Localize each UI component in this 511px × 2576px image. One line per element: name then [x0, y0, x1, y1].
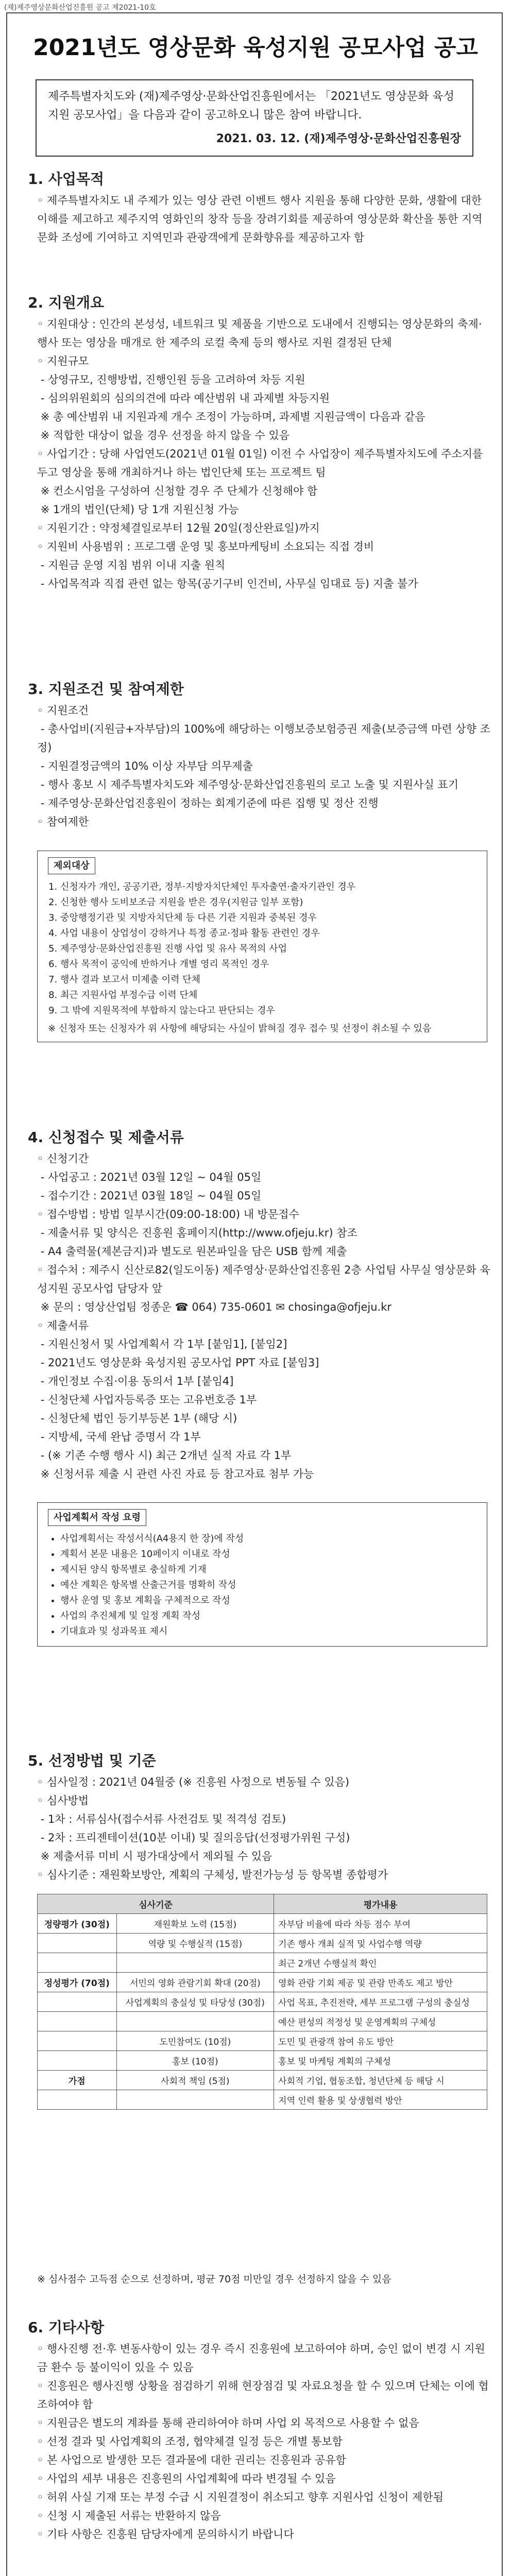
criteria-detail-header: 평가내용 — [274, 1894, 487, 1914]
table-cell: 사업 목표, 추진전략, 세부 프로그램 구성의 충실성 — [274, 1992, 487, 2012]
section-2-title: 2. 지원개요 — [28, 294, 105, 311]
text-line: ◦ 사업기간 : 당해 사업연도(2021년 01월 01일) 이전 수 사업장이 제주특별자치도에 주소지를 두고 영상을 통해 개최하거나 하는 법인단체 또는 프로젝트 팀 — [37, 448, 486, 479]
plan-guide-box — [37, 1502, 487, 1647]
text-line: ※ 1개의 법인(단체) 당 1개 지원신청 가능 — [37, 503, 239, 516]
text-line: ◦ 신청기간 — [37, 1153, 89, 1165]
text-line: ◦ 진흥원은 행사진행 상황을 점검하기 위해 현장점검 및 자료요청을 할 수 있으며 단체는 이에 협조하여야 함 — [37, 2380, 489, 2411]
table-cell — [116, 2012, 274, 2031]
table-row — [38, 2090, 487, 2110]
section-3-body — [37, 701, 490, 831]
text-line: - 상영규모, 진행방법, 진행인원 등을 고려하여 차등 지원 — [37, 374, 305, 386]
table-cell: 가점 — [38, 2071, 117, 2090]
text-line: ※ 신청서류 제출 시 관련 사진 자료 등 참고자료 첨부 가능 — [37, 1468, 314, 1480]
text-line: ※ 컨소시엄을 구성하여 신청할 경우 주 단체가 신청해야 함 — [37, 485, 318, 497]
list-item: • 사업의 추진체계 및 일정 계획 작성 — [60, 1609, 476, 1623]
table-cell — [38, 2012, 117, 2031]
section-1-title: 1. 사업목적 — [28, 171, 105, 188]
list-item: 1. 신청자가 개인, 공공기관, 정부·지방자치단체인 투자출연·출자기관인 경우 — [60, 880, 476, 894]
list-item: 6. 행사 목적이 공익에 반하거나 개별 영리 목적인 경우 — [60, 957, 476, 971]
table-row — [38, 2071, 487, 2090]
text-line: ◦ 지원금은 별도의 계좌를 통해 관리하여야 하며 사업 외 목적으로 사용할 수 없음 — [37, 2417, 419, 2429]
text-line: ◦ 행사진행 전·후 변동사항이 있는 경우 즉시 진흥원에 보고하여야 하며, 승인 없이 변경 시 지원금 환수 등 불이익이 있을 수 있음 — [37, 2343, 485, 2374]
section-4-title: 4. 신청접수 및 제출서류 — [28, 1129, 184, 1146]
plan-guide-title: 사업계획서 작성 요령 — [48, 1509, 146, 1526]
text-line: - 2차 : 프리젠테이션(10분 이내) 및 질의응답(선정평가위원 구성) — [37, 1832, 350, 1844]
text-line: - 제주영상·문화산업진흥원이 정하는 회계기준에 따른 집행 및 정산 진행 — [37, 797, 379, 809]
table-row — [38, 1934, 487, 1953]
text-line: ◦ 본 사업으로 발생한 모든 결과물에 대한 권리는 진흥원과 공유함 — [37, 2454, 346, 2466]
text-line: ※ 적합한 대상이 없을 경우 선정을 하지 않을 수 있음 — [37, 429, 290, 442]
text-line: ◦ 허위 사실 기재 또는 부정 수급 시 지원결정이 취소되고 향후 지원사업 신청이 제한됨 — [37, 2491, 444, 2503]
table-row — [38, 2051, 487, 2071]
text-line: ◦ 사업의 세부 내용은 진흥원의 사업계획에 따라 변경될 수 있음 — [37, 2472, 336, 2485]
table-cell: 서민의 영화 관람기회 확대 (20점) — [116, 1973, 274, 1992]
section-5-body — [37, 1773, 490, 1884]
text-line: ◦ 선정 결과 및 사업계획의 조정, 협약체결 일정 등은 개별 통보함 — [37, 2435, 343, 2448]
table-cell — [38, 1934, 117, 1953]
text-line: - 접수기간 : 2021년 03월 18일 ~ 04월 05일 — [37, 1190, 262, 1202]
text-line: ◦ 접수처 : 제주시 신산로82(일도이동) 제주영상·문화산업진흥원 2층 사업팀 사무실 영상문화 육성지원 공모사업 담당자 앞 — [37, 1264, 490, 1295]
table-cell: 기존 행사 개최 실적 및 사업수행 역량 — [274, 1934, 487, 1953]
text-line: - 심의위원회의 심의의견에 따라 예산범위 내 과제별 차등지원 — [37, 392, 330, 404]
list-item: • 계획서 본문 내용은 10페이지 이내로 작성 — [60, 1547, 476, 1561]
text-line: - (※ 기존 수행 행사 시) 최근 2개년 실적 자료 각 1부 — [37, 1449, 292, 1462]
text-line: ◦ 지원규모 — [37, 355, 89, 367]
table-cell: 사회적 책임 (5점) — [116, 2071, 274, 2090]
text-line: - 사업공고 : 2021년 03월 12일 ~ 04월 05일 — [37, 1171, 262, 1183]
list-item: • 기대효과 및 성과목표 제시 — [60, 1624, 476, 1638]
text-line: - 행사 홍보 시 제주특별자치도와 제주영상·문화산업진흥원의 로고 노출 및 지원사실 표기 — [37, 778, 458, 791]
table-cell: 역량 및 수행실적 (15점) — [116, 1934, 274, 1953]
table-cell: 지역 인력 활용 및 상생협력 방안 — [274, 2090, 487, 2110]
list-item: • 예산 계획은 항목별 산출근거를 명확히 작성 — [60, 1578, 476, 1592]
table-row — [38, 1973, 487, 1992]
text-line: ※ 제출서류 미비 시 평가대상에서 제외될 수 있음 — [37, 1850, 272, 1862]
table-row — [38, 2031, 487, 2051]
text-line: ◦ 지원비 사용범위 : 프로그램 운영 및 홍보마케팅비 소요되는 직접 경비 — [37, 540, 374, 553]
text-line: - 사업목적과 직접 관련 없는 항목(공기구비 인건비, 사무실 임대료 등) 지출 불가 — [37, 578, 418, 590]
exclusion-box — [37, 851, 487, 1042]
list-item: 8. 최근 지원사업 부정수급 이력 단체 — [60, 988, 476, 1002]
exclusion-note: ※ 신청자 또는 신청자가 위 사항에 해당되는 사실이 밝혀질 경우 접수 및 선정이 취소될 수 있음 — [48, 1023, 432, 1034]
text-line: - 지방세, 국세 완납 증명서 각 1부 — [37, 1431, 201, 1443]
text-line: ◦ 접수방법 : 방법 일부시간(09:00-18:00) 내 방문접수 — [37, 1208, 299, 1221]
text-line: ◦ 기타 사항은 진흥원 담당자에게 문의하시기 바랍니다 — [37, 2528, 294, 2540]
table-cell: 자부담 비율에 따라 차등 점수 부여 — [274, 1914, 487, 1934]
text-line: ◦ 심사방법 — [37, 1794, 89, 1807]
list-item: • 사업계획서는 작성서식(A4용지 한 장)에 작성 — [60, 1532, 476, 1546]
list-item: 3. 중앙행정기관 및 지방자치단체 등 다른 기관 지원과 중복된 경우 — [60, 911, 476, 925]
table-cell — [116, 2090, 274, 2110]
text-line: - 신청단체 사업자등록증 또는 고유번호증 1부 — [37, 1394, 257, 1406]
list-item: 2. 신청한 행사 도비보조금 지원을 받은 경우(지원금 일부 포함) — [60, 895, 476, 909]
table-cell: 홍보 및 마케팅 계획의 구체성 — [274, 2051, 487, 2071]
text-line: - 지원결정금액의 10% 이상 자부담 의무제출 — [37, 760, 253, 772]
plan-guide-list — [48, 1532, 476, 1638]
notice-body: 제주특별자치도와 (재)제주영상·문화산업진흥원에서는 「2021년도 영상문화 육성지원 공모사업」을 다음과 같이 공고하오니 많은 참여 바랍니다. — [48, 90, 454, 122]
table-cell: 예산 편성의 적정성 및 운영계획의 구체성 — [274, 2012, 487, 2031]
table-cell — [38, 2051, 117, 2071]
table-cell: 최근 2개년 수행실적 확인 — [274, 1953, 487, 1973]
table-cell: 사업계획의 충실성 및 타당성 (30점) — [116, 1992, 274, 2012]
table-row — [38, 1992, 487, 2012]
exclusion-list — [48, 880, 476, 1018]
table-cell: 영화 관람 기회 제공 및 관람 만족도 제고 방안 — [274, 1973, 487, 1992]
text-line: - 신청단체 법인 등기부등본 1부 (해당 시) — [37, 1412, 237, 1425]
section-2-body — [37, 315, 490, 593]
document-id: (재)제주영상문화산업진흥원 공고 제2021-10호 — [4, 4, 156, 12]
section-6-title: 6. 기타사항 — [28, 2319, 105, 2336]
criteria-table — [37, 1894, 487, 2110]
text-line: ◦ 지원기간 : 약정체결일로부터 12월 20일(정산완료일)까지 — [37, 522, 320, 534]
list-item: 9. 그 밖에 지원목적에 부합하지 않는다고 판단되는 경우 — [60, 1004, 476, 1018]
text-line: ◦ 심사일정 : 2021년 04월중 (※ 진흥원 사정으로 변동될 수 있음) — [37, 1776, 350, 1788]
text-line: - A4 출력물(제본금지)과 별도로 원본파일을 담은 USB 함께 제출 — [37, 1245, 347, 1258]
text-line: ◦ 지원조건 — [37, 704, 89, 717]
text-line: - 1차 : 서류심사(접수서류 사전검토 및 적격성 검토) — [37, 1813, 286, 1825]
page-title: 2021년도 영상문화 육성지원 공모사업 공고 — [33, 35, 478, 61]
notice-date: 2021. 03. 12. (재)제주영상·문화산업진흥원장 — [216, 132, 461, 145]
table-cell — [38, 2031, 117, 2051]
text-line: - 총사업비(지원금+자부담)의 100%에 해당하는 이행보증보험증권 제출(보증금액 마련 상향 조정) — [37, 723, 490, 754]
text-line: - 지원금 운영 지침 범위 이내 지출 원칙 — [37, 559, 226, 571]
criteria-rows — [38, 1914, 487, 2110]
table-cell: 재원확보 노력 (15점) — [116, 1914, 274, 1934]
text-line: ※ 문의 : 영상산업팀 정종운 ☎ 064) 735-0601 ✉ chosinga@ofjeju.kr — [37, 1301, 392, 1313]
text-line: ◦ 참여제한 — [37, 816, 89, 828]
table-cell: 도민참여도 (10점) — [116, 2031, 274, 2051]
table-cell: 사회적 기업, 협동조합, 청년단체 등 해당 시 — [274, 2071, 487, 2090]
section-6-body — [37, 2340, 490, 2544]
section-5-title: 5. 선정방법 및 기준 — [28, 1752, 156, 1769]
table-cell: 도민 및 관광객 참여 유도 방안 — [274, 2031, 487, 2051]
list-item: 7. 행사 결과 보고서 미제출 이력 단체 — [60, 973, 476, 987]
table-cell — [38, 2090, 117, 2110]
text-line: ※ 총 예산범위 내 지원과제 개수 조정이 가능하며, 과제별 지원금액이 다음과 같음 — [37, 411, 425, 423]
list-item: 5. 제주영상·문화산업진흥원 진행 사업 및 유사 목적의 사업 — [60, 942, 476, 956]
table-cell — [116, 1953, 274, 1973]
text-line: ◦ 심사기준 : 재원확보방안, 계획의 구체성, 발전가능성 등 항목별 종합평가 — [37, 1869, 388, 1881]
table-cell: 정성평가 (70점) — [38, 1973, 117, 1992]
text-line: - 제출서류 및 양식은 진흥원 홈페이지(http://www.ofjeju.kr) 참조 — [37, 1227, 357, 1239]
document-frame — [6, 12, 503, 2576]
criteria-note: ※ 심사점수 고득점 순으로 선정하며, 평균 70점 미만일 경우 선정하지 않을 수 있음 — [37, 2274, 391, 2285]
exclusion-box-title: 제외대상 — [48, 857, 95, 874]
table-row — [38, 1953, 487, 1973]
text-line: - 지원신청서 및 사업계획서 각 1부 [붙임1], [붙임2] — [37, 1338, 287, 1350]
list-item: • 행사 운영 및 홍보 계획을 구체적으로 작성 — [60, 1594, 476, 1607]
list-item: 4. 사업 내용이 상업성이 강하거나 특정 종교·정파 활동 관련인 경우 — [60, 926, 476, 940]
table-cell — [38, 1953, 117, 1973]
text-line: - 2021년도 영상문화 육성지원 공모사업 PPT 자료 [붙임3] — [37, 1357, 319, 1369]
table-row — [38, 1914, 487, 1934]
table-cell — [38, 1992, 117, 2012]
text-line: ◦ 제출서류 — [37, 1319, 89, 1332]
section-3-title: 3. 지원조건 및 참여제한 — [28, 681, 184, 698]
notice-box — [36, 79, 473, 157]
text-line: ◦ 신청 시 제출된 서류는 반환하지 않음 — [37, 2510, 221, 2522]
criteria-header: 심사기준 — [38, 1894, 274, 1914]
section-4-body — [37, 1149, 490, 1483]
text-line: ◦ 지원대상 : 인간의 본성성, 네트워크 및 제품을 기반으로 도내에서 진행되는 영상문화의 축제·행사 또는 영상을 매개로 한 제주의 로컬 축제 등의 행사로 지원 결정된 단체 — [37, 318, 482, 349]
section-1-body: ◦ 제주특별자치도 내 주제가 있는 영상 관련 이벤트 행사 지원을 통해 다양한 문화, 생활에 대한 이해를 제고하고 제주지역 영화인의 창작 등을 장려기회를 제공하여 영상문화 확산을 통한 지역문화 조성에 기여하고 지역민과 관광객에게 문화향유를 제공하고자 함 — [37, 194, 483, 244]
table-row — [38, 2012, 487, 2031]
list-item: • 제시된 양식 항목별로 충실하게 기재 — [60, 1563, 476, 1577]
table-cell: 정량평가 (30점) — [38, 1914, 117, 1934]
text-line: - 개인정보 수집·이용 동의서 1부 [붙임4] — [37, 1375, 234, 1387]
table-cell: 홍보 (10점) — [116, 2051, 274, 2071]
